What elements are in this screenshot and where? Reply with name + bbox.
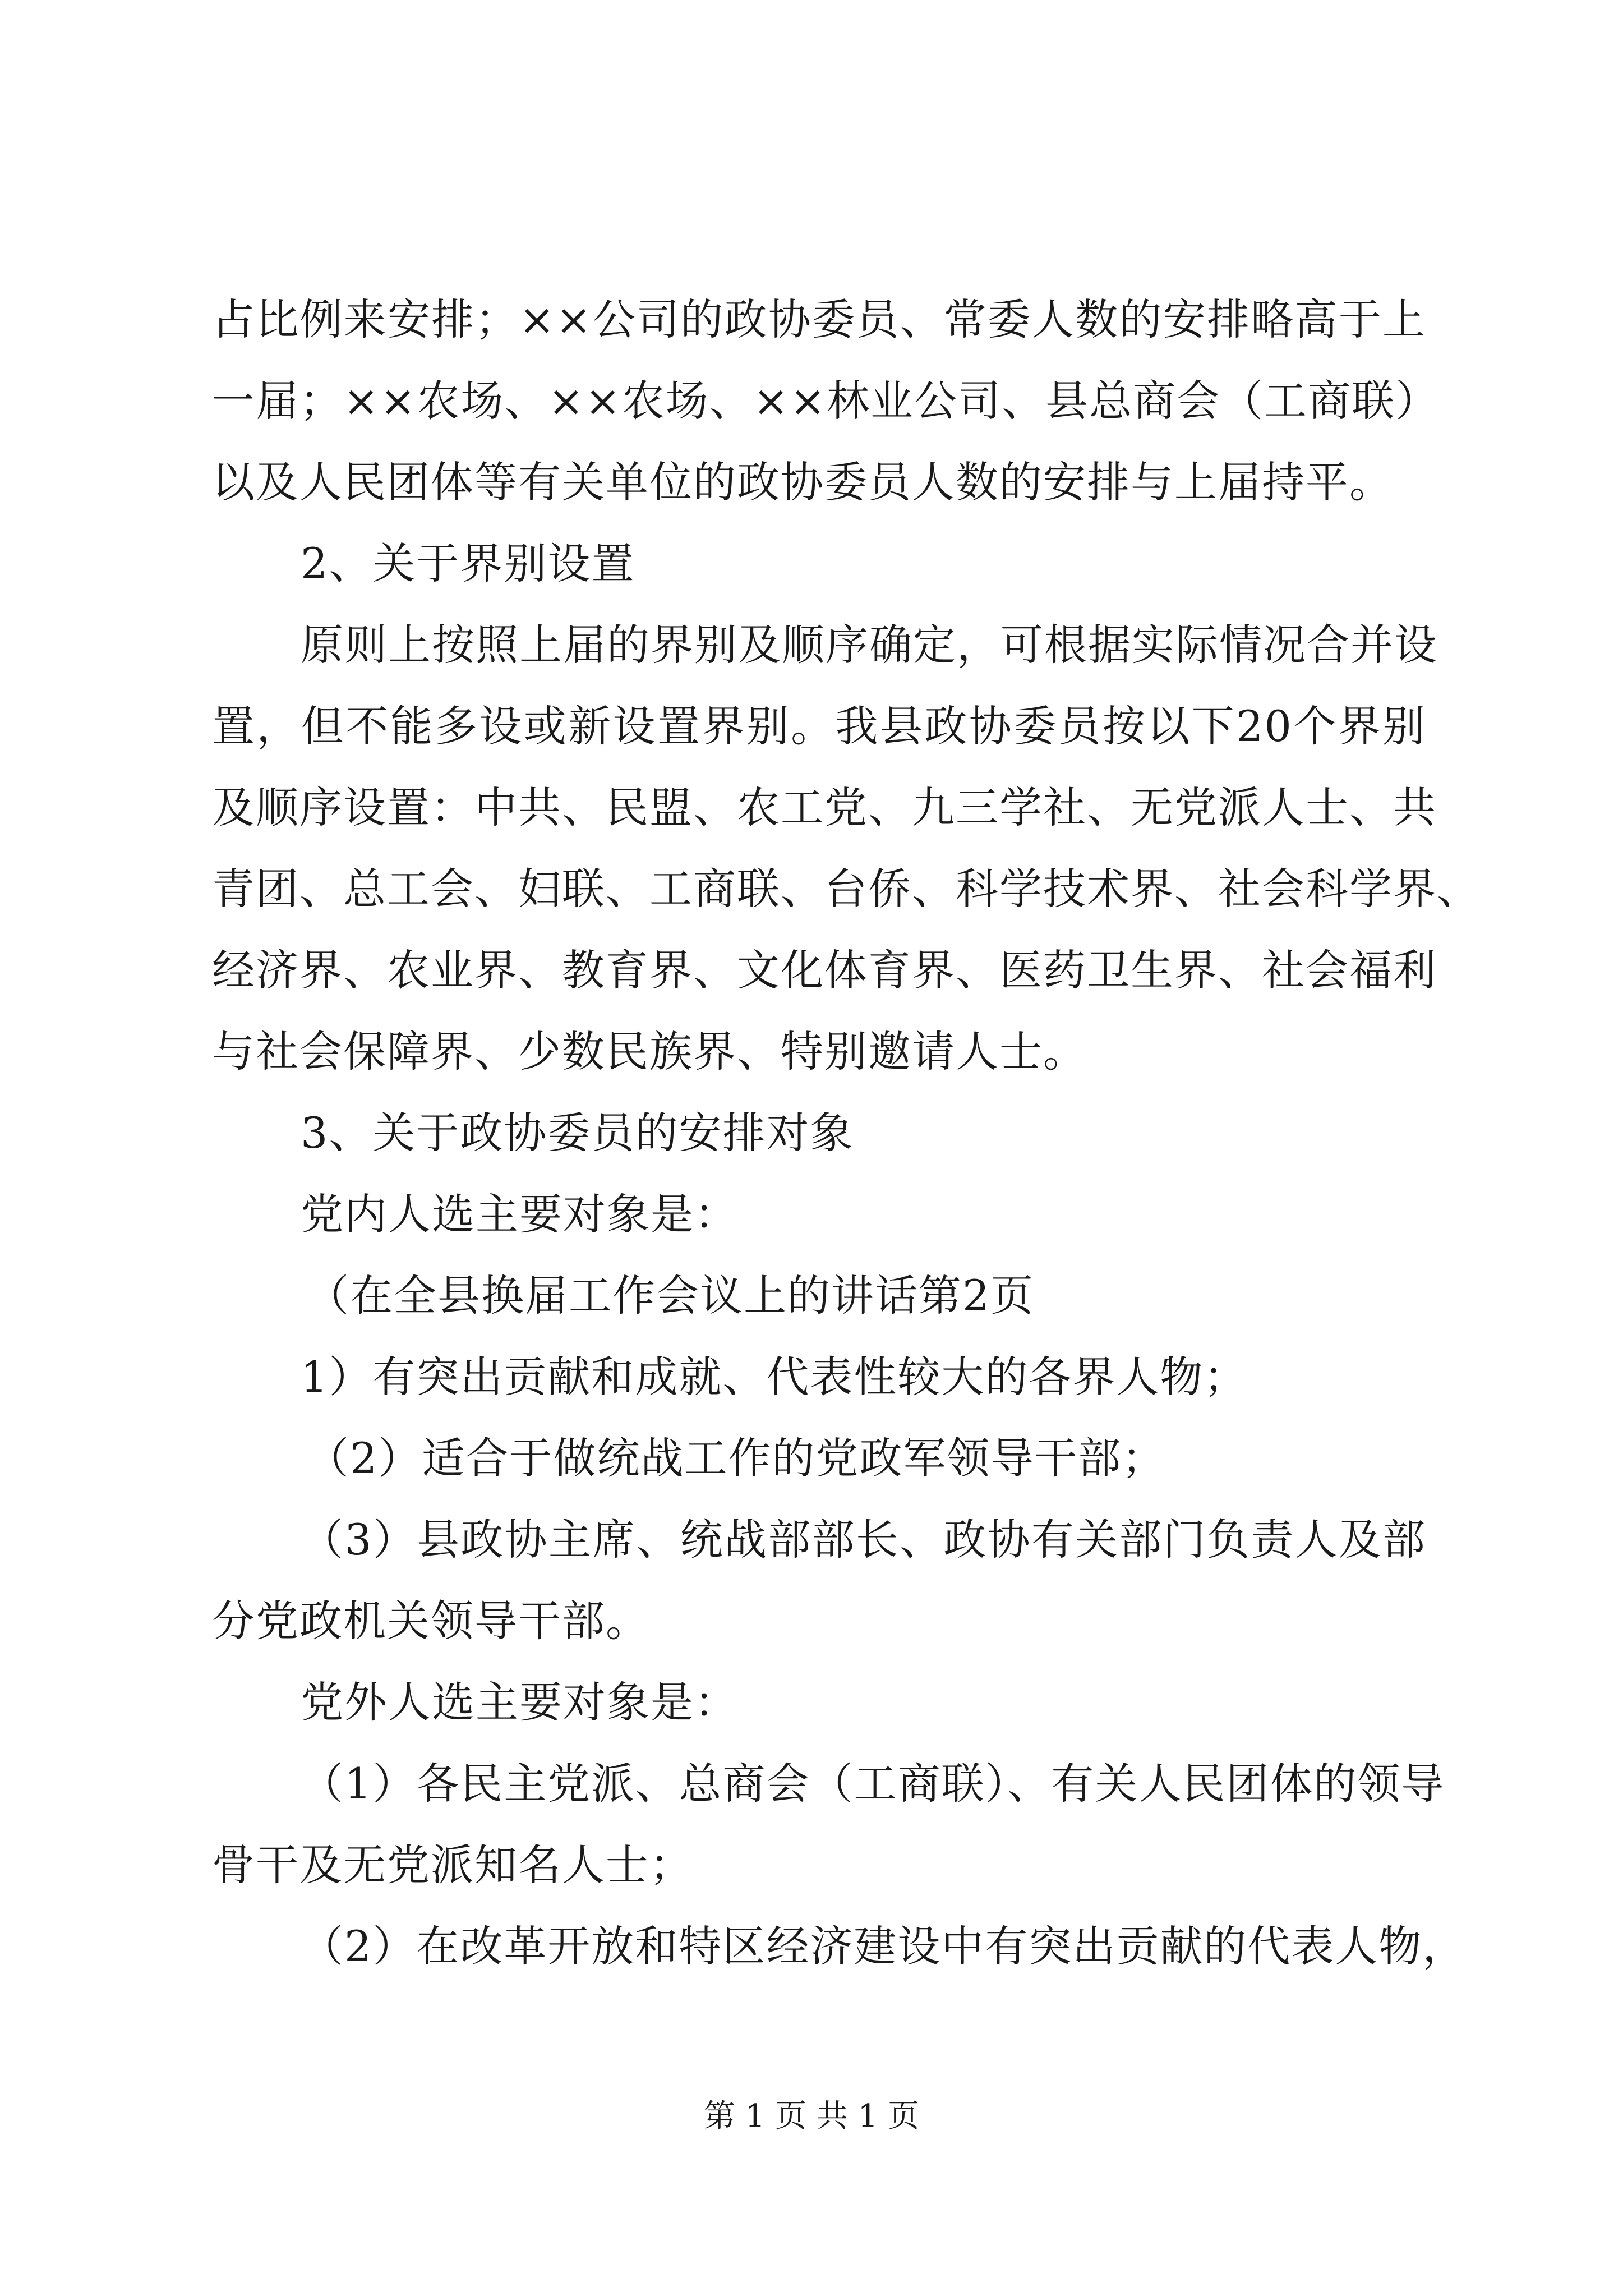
text-line: 分党政机关领导干部。 [212, 1596, 649, 1646]
text-line: 经济界、农业界、教育界、文化体育界、医药卫生界、社会福利 [212, 945, 1437, 995]
section-heading: 3、关于政协委员的安排对象 [301, 1108, 854, 1158]
text-line: 青团、总工会、妇联、工商联、台侨、科学技术界、社会科学界、 [212, 864, 1481, 914]
list-item: （2）适合于做统战工作的党政军领导干部； [306, 1433, 1166, 1483]
text-line: （在全县换届工作会议上的讲话第2页 [306, 1271, 1035, 1320]
list-item: （2）在改革开放和特区经济建设中有突出贡献的代表人物， [301, 1921, 1467, 1971]
text-line: 党外人选主要对象是： [301, 1677, 738, 1727]
text-line: 占比例来安排；××公司的政协委员、常委人数的安排略高于上 [212, 295, 1426, 344]
list-item: （3）县政协主席、统战部部长、政协有关部门负责人及部 [301, 1515, 1426, 1565]
page-number-footer: 第 1 页 共 1 页 [703, 2098, 920, 2134]
text-line: 党内人选主要对象是： [301, 1189, 738, 1239]
text-line: 置，但不能多设或新设置界别。我县政协委员按以下20个界别 [212, 701, 1426, 751]
text-line: 骨干及无党派知名人士； [212, 1840, 693, 1890]
list-item: （1）各民主党派、总商会（工商联）、有关人民团体的领导 [301, 1759, 1445, 1809]
text-line: 与社会保障界、少数民族界、特别邀请人士。 [212, 1027, 1087, 1076]
text-line: 及顺序设置：中共、民盟、农工党、九三学社、无党派人士、共 [212, 783, 1437, 832]
text-line: 以及人民团体等有关单位的政协委员人数的安排与上届持平。 [212, 457, 1393, 507]
list-item: 1）有突出贡献和成就、代表性较大的各界人物； [301, 1352, 1248, 1402]
text-line: 原则上按照上届的界别及顺序确定，可根据实际情况合并设 [301, 620, 1438, 670]
section-heading: 2、关于界别设置 [301, 539, 635, 588]
text-line: 一届；××农场、××农场、××林业公司、县总商会（工商联） [212, 376, 1440, 426]
